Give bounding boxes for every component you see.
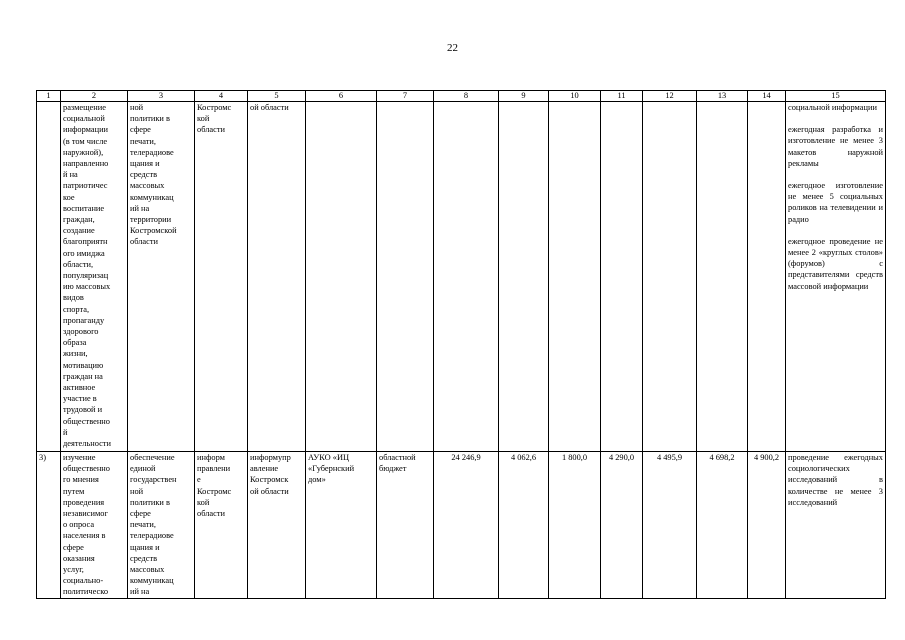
year-value-cell: 4 495,9 — [643, 452, 697, 599]
header-cell: 9 — [499, 91, 549, 102]
coexecutor-text: информупр авление Костромск ой области — [250, 453, 291, 496]
coexecutor-cell — [248, 452, 306, 599]
year-value-cell — [601, 102, 643, 452]
header-cell: 11 — [601, 91, 643, 102]
measure-cell — [61, 452, 128, 599]
header-cell: 14 — [748, 91, 786, 102]
year-value-cell: 4 900,2 — [748, 452, 786, 599]
funding-source-cell — [377, 452, 434, 599]
year-value-cell: 1 800,0 — [549, 452, 601, 599]
total-cell — [434, 102, 499, 452]
result-paragraph: ежегодная разработка и изготовление не менее 3 макетов наружной рекламы — [788, 125, 883, 168]
header-cell: 2 — [61, 91, 128, 102]
header-cell: 15 — [786, 91, 886, 102]
program-table — [36, 90, 886, 599]
executor-text: информ правлени е Костромс кой области — [197, 453, 232, 519]
measure-text: размещение социальной информации (в том числе наружной), направленно й на патриотичес кое воспитание граждан, создание благоприятн ого имиджа области, популяризац ию массовых видов спорта, пропаганду здорового образа жизни, мотивацию граждан на активное участие в трудовой и общественно й деятельности — [63, 103, 111, 449]
year-value-cell: 4 698,2 — [697, 452, 748, 599]
goal-text: обеспечение единой государствен ной политики в сфере печати, телерадиове щания и средств массовых коммуникац ий на — [130, 453, 177, 597]
result-cell — [786, 452, 886, 599]
year-value-cell — [697, 102, 748, 452]
measure-cell — [61, 102, 128, 452]
year-value-cell: 4 290,0 — [601, 452, 643, 599]
executor-cell — [195, 452, 248, 599]
header-cell: 6 — [306, 91, 377, 102]
result-paragraph: ежегодное проведение не менее 2 «круглых столов» (форумов) с представителями средств массовой информации — [788, 236, 883, 291]
funding-source-cell — [377, 102, 434, 452]
participant-cell — [306, 102, 377, 452]
executor-cell — [195, 102, 248, 452]
header-cell: 8 — [434, 91, 499, 102]
year-value-cell — [499, 102, 549, 452]
coexecutor-text: ой области — [250, 103, 289, 112]
result-paragraph: ежегодное изготовление не менее 5 социальных роликов на телевидении и радио — [788, 181, 883, 224]
result-paragraph: социальной информации — [788, 103, 877, 112]
result-paragraph: проведение ежегодных социологических исследований в количестве не менее 3 исследований — [788, 453, 883, 507]
result-cell — [786, 102, 886, 452]
participant-cell — [306, 452, 377, 599]
total-cell: 24 246,9 — [434, 452, 499, 599]
header-cell: 7 — [377, 91, 434, 102]
goal-cell — [128, 452, 195, 599]
measure-text: изучение общественно го мнения путем проведения независимог о опроса населения в сфере оказания услуг, социально- политическо — [63, 453, 110, 597]
year-value-cell — [549, 102, 601, 452]
row-number-cell — [37, 102, 61, 452]
table-row — [37, 102, 886, 452]
year-value-cell: 4 062,6 — [499, 452, 549, 599]
header-cell: 10 — [549, 91, 601, 102]
header-cell: 1 — [37, 91, 61, 102]
year-value-cell — [643, 102, 697, 452]
header-cell: 12 — [643, 91, 697, 102]
participant-text: АУКО «ИЦ «Губернский дом» — [308, 453, 355, 485]
header-cell: 4 — [195, 91, 248, 102]
page-number: 22 — [447, 42, 458, 54]
year-value-cell — [748, 102, 786, 452]
executor-text: Костромс кой области — [197, 103, 232, 135]
table-header-row — [37, 91, 886, 102]
coexecutor-cell — [248, 102, 306, 452]
row-number-cell: 3) — [37, 452, 61, 599]
goal-cell — [128, 102, 195, 452]
header-cell: 3 — [128, 91, 195, 102]
goal-text: ной политики в сфере печати, телерадиове щания и средств массовых коммуникац ий на территории Костромской области — [130, 103, 177, 247]
header-cell: 13 — [697, 91, 748, 102]
table-row — [37, 452, 886, 599]
funding-source-text: областной бюджет — [379, 453, 416, 474]
header-cell: 5 — [248, 91, 306, 102]
